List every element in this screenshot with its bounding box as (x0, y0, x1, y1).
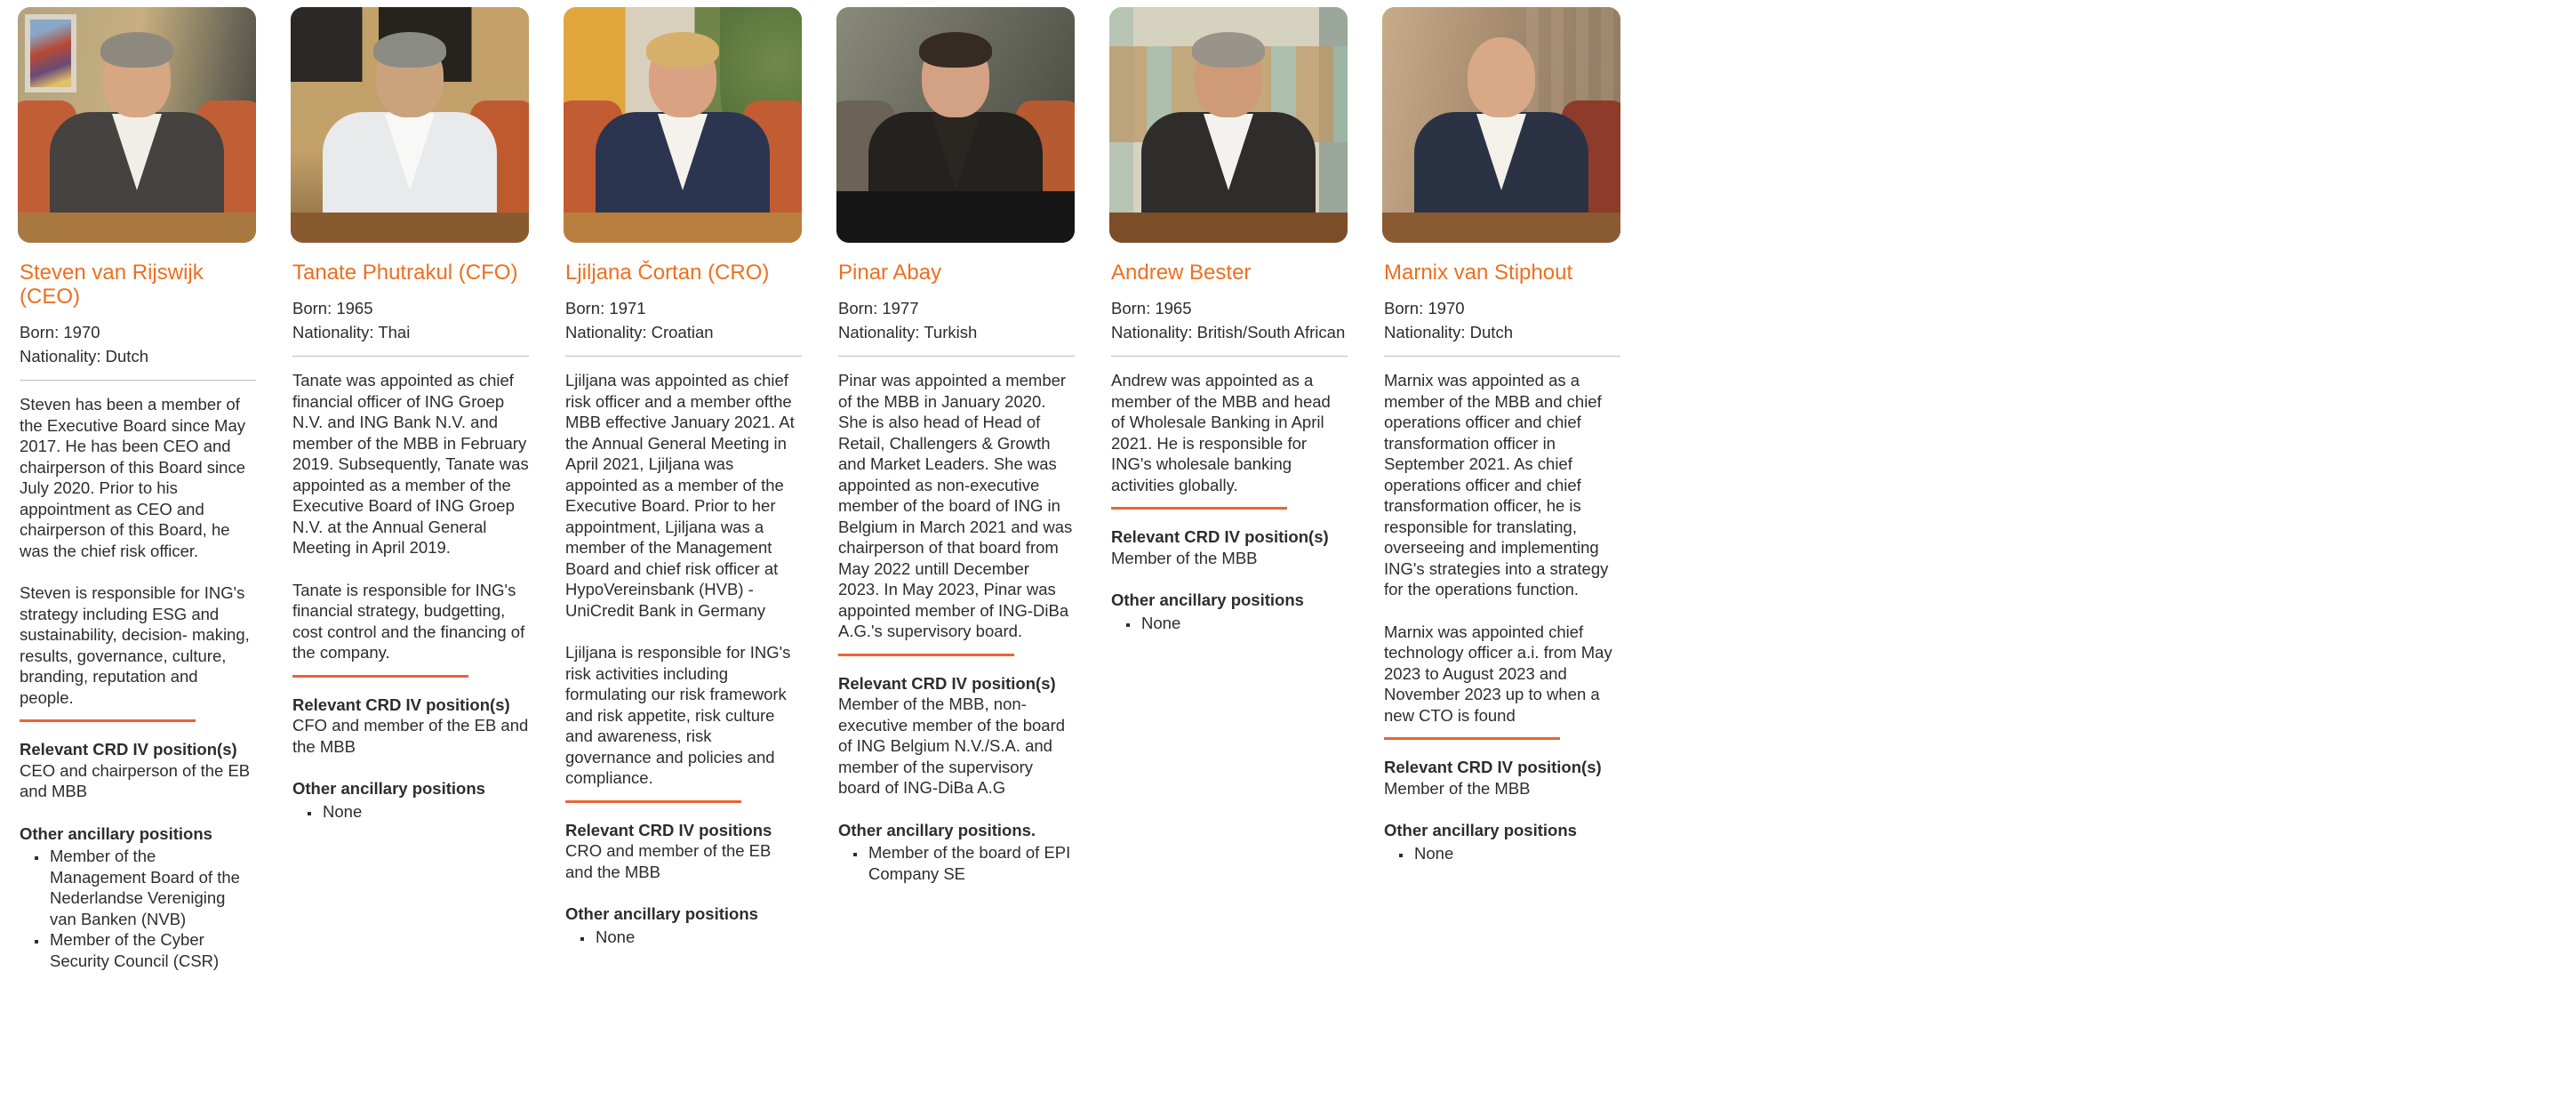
member-bio (565, 370, 802, 789)
member-meta (1384, 296, 1620, 344)
ancillary-position-item: ▪ None (1140, 613, 1348, 634)
portrait-photo (18, 7, 256, 243)
ancillary-position-item: ▪ None (1412, 843, 1620, 864)
photo-table (18, 213, 256, 243)
member-bio (1384, 370, 1620, 726)
crd-positions-label: Relevant CRD IV position(s) (292, 695, 510, 714)
member-meta (20, 320, 256, 368)
member-name: Andrew Bester (1111, 261, 1252, 285)
ancillary-position-item: ▪ Member of the Management Board of the Nederlandse Vereniging van Banken (NVB) (48, 846, 256, 929)
portrait-photo (291, 7, 529, 243)
crd-positions-label: Relevant CRD IV position(s) (838, 673, 1056, 693)
ancillary-positions-label: Other ancillary positions (1384, 821, 1577, 839)
gray-divider (1111, 356, 1348, 357)
ancillary-positions-label: Other ancillary positions. (838, 820, 1036, 839)
orange-divider (1384, 737, 1560, 740)
crd-positions-text: CEO and chairperson of the EB and MBB (20, 760, 251, 800)
orange-divider (1111, 507, 1287, 510)
member-bio (1111, 370, 1348, 495)
gray-divider (1384, 356, 1620, 357)
photo-table (564, 213, 802, 243)
profile-card-marnix-van-stiphout (1382, 7, 1620, 863)
photo-table (836, 191, 1075, 243)
gray-divider (20, 380, 256, 381)
ancillary-positions-list (20, 846, 256, 971)
profile-card-ljiljana-cortan (564, 7, 802, 947)
ancillary-positions-list (292, 801, 529, 823)
member-nationality: Nationality: Turkish (838, 323, 978, 341)
ancillary-positions-list (1384, 843, 1620, 864)
bio-paragraph: Steven is responsible for ING's strategy including ESG and sustainability, decision- making, results, governance, culture, branding, reputation and people. (20, 583, 250, 707)
gray-divider (838, 356, 1075, 357)
photo-backdrop-art (25, 14, 76, 92)
bio-paragraph: Tanate was appointed as chief financial officer of ING Groep N.V. and ING Bank N.V. and member of the MBB in February 2019. Subsequently, Tanate was appointed as a member of the Executive Board of ING Groep N.V. at the Annual General Meeting in April 2019. (292, 371, 529, 557)
orange-divider (20, 719, 196, 722)
ancillary-position-item: ▪ Member of the Cyber Security Council (CSR) (48, 929, 256, 971)
bio-paragraph: Steven has been a member of the Executive Board since May 2017. He has been CEO and chairperson of this Board since July 2020. Prior to his appointment as CEO and chairperson of this Board, he was the chief risk officer. (20, 395, 245, 560)
photo-table (1109, 213, 1348, 243)
ancillary-positions-label: Other ancillary positions (20, 823, 212, 843)
photo-person-head (1468, 37, 1535, 117)
portrait-photo (836, 7, 1075, 243)
member-born: Born: 1965 (1111, 299, 1192, 317)
ancillary-position-item: ▪ None (321, 801, 529, 823)
orange-divider (292, 675, 468, 678)
portrait-photo (1109, 7, 1348, 243)
ancillary-positions-list (565, 927, 802, 948)
member-name: Steven van Rijswijk (CEO) (20, 261, 204, 309)
ancillary-positions-label: Other ancillary positions (1111, 590, 1304, 609)
crd-positions-label: Relevant CRD IV positions (565, 820, 772, 839)
photo-table (291, 213, 529, 243)
ancillary-positions-label: Other ancillary positions (292, 779, 485, 798)
bio-paragraph: Pinar was appointed a member of the MBB in January 2020. She is also head of Head of Retail, Challengers & Growth and Market Leaders. She was appointed as non-executive member of the board of ING in Belgium in March 2021 and was chairperson of that board from May 2022 untill December 2023. In May 2023, Pinar was appointed member of ING-DiBa A.G.'s supervisory board. (838, 371, 1073, 640)
member-name: Pinar Abay (838, 261, 942, 285)
member-nationality: Nationality: Thai (292, 323, 411, 341)
bio-paragraph: Ljiljana was appointed as chief risk officer and a member ofthe MBB effective January 2021. At the Annual General Meeting in April 2021, Ljiljana was appointed as a member of the Executive Board. Prior to her appointment, Ljiljana was a member of the Management Board and chief risk officer at HypoVereinsbank (HVB) - UniCredit Bank in Germany (565, 371, 795, 620)
profile-card-tanate-phutrakul (291, 7, 529, 822)
member-nationality: Nationality: Dutch (1384, 323, 1513, 341)
orange-divider (838, 654, 1014, 656)
member-born: Born: 1971 (565, 299, 646, 317)
ancillary-position-item: ▪ Member of the board of EPI Company SE (867, 842, 1075, 884)
photo-person-head (922, 37, 989, 117)
member-bio (292, 370, 529, 663)
crd-positions-text: CFO and member of the EB and the MBB (292, 716, 529, 756)
gray-divider (565, 356, 802, 357)
photo-person-head (376, 37, 444, 117)
member-meta (838, 296, 1075, 344)
bio-paragraph: Ljiljana is responsible for ING's risk activities including formulating our risk framework and risk appetite, risk culture and awareness, risk governance and policies and compliance. (565, 643, 791, 787)
ancillary-positions-list (838, 842, 1075, 884)
crd-positions-text: Member of the MBB (1111, 548, 1258, 567)
member-meta (565, 296, 802, 344)
ancillary-positions-list (1111, 613, 1348, 634)
executive-board-profile-row (18, 7, 1620, 971)
bio-paragraph: Marnix was appointed chief technology officer a.i. from May 2023 to August 2023 and November 2023 up to when a new CTO is found (1384, 622, 1612, 725)
gray-divider (292, 356, 529, 357)
member-born: Born: 1977 (838, 299, 919, 317)
portrait-photo (564, 7, 802, 243)
member-meta (292, 296, 529, 344)
member-name: Marnix van Stiphout (1384, 261, 1573, 285)
member-born: Born: 1970 (1384, 299, 1465, 317)
photo-person-head (649, 37, 716, 117)
portrait-photo (1382, 7, 1620, 243)
bio-paragraph: Andrew was appointed as a member of the MBB and head of Wholesale Banking in April 2021. He is responsible for ING's wholesale banking activities globally. (1111, 371, 1331, 494)
member-bio (838, 370, 1075, 642)
member-born: Born: 1970 (20, 323, 100, 341)
profile-card-pinar-abay (836, 7, 1075, 884)
profile-card-steven-van-rijswijk (18, 7, 256, 971)
member-name: Tanate Phutrakul (CFO) (292, 261, 518, 285)
member-meta (1111, 296, 1348, 344)
member-name: Ljiljana Čortan (CRO) (565, 261, 770, 285)
crd-positions-label: Relevant CRD IV position(s) (1111, 527, 1329, 546)
member-nationality: Nationality: British/South African (1111, 323, 1346, 341)
ancillary-positions-label: Other ancillary positions (565, 904, 758, 923)
member-born: Born: 1965 (292, 299, 373, 317)
crd-positions-text: Member of the MBB (1384, 778, 1531, 798)
profile-card-andrew-bester (1109, 7, 1348, 633)
photo-person-head (1195, 37, 1262, 117)
member-nationality: Nationality: Croatian (565, 323, 714, 341)
member-bio (20, 394, 256, 708)
bio-paragraph: Tanate is responsible for ING's financial strategy, budgetting, cost control and the financing of the company. (292, 580, 525, 662)
crd-positions-text: Member of the MBB, non-executive member of the board of ING Belgium N.V./S.A. and member of the supervisory board of ING-DiBa A.G (838, 695, 1066, 797)
bio-paragraph: Marnix was appointed as a member of the MBB and chief operations officer and chief transformation officer in September 2021. As chief operations officer and chief transformation officer, he is responsible for translating, overseeing and implementing ING's strategies into a strategy for the operations function. (1384, 371, 1609, 598)
photo-table (1382, 213, 1620, 243)
photo-person-head (103, 37, 171, 117)
crd-positions-label: Relevant CRD IV position(s) (20, 740, 237, 759)
orange-divider (565, 800, 741, 803)
crd-positions-text: CRO and member of the EB and the MBB (565, 841, 772, 881)
crd-positions-label: Relevant CRD IV position(s) (1384, 758, 1602, 776)
ancillary-position-item: ▪ None (594, 927, 802, 948)
member-nationality: Nationality: Dutch (20, 347, 148, 365)
